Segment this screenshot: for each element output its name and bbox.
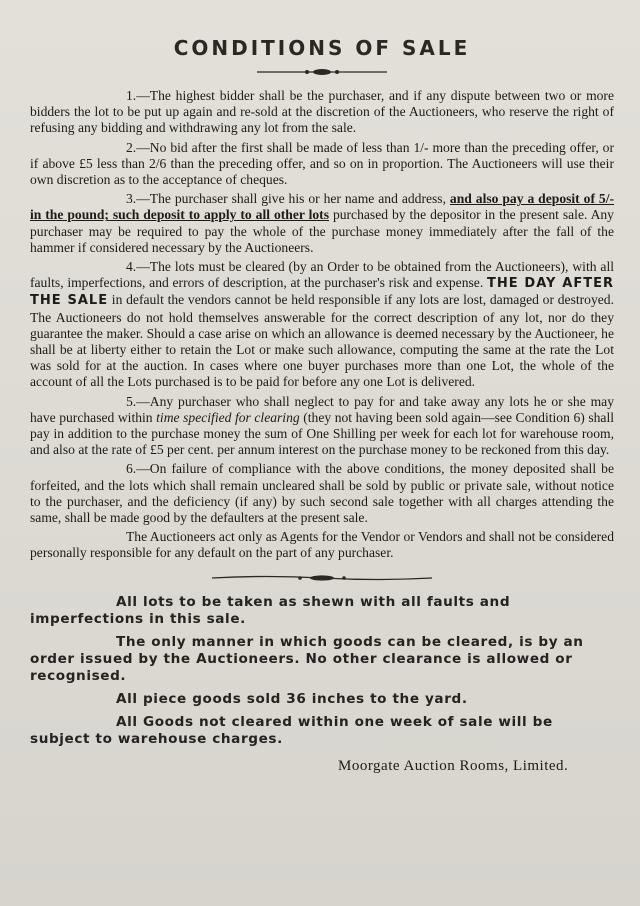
condition-paragraph <box>30 461 614 526</box>
condition-text: 1.—The highest bidder shall be the purchaser, and if any dispute between two or more bidders the lot to be put up again and re-sold at the discretion of the Auctioneers, who reserve the right of refusing any bidding and withdrawing any lot from the sale. <box>30 88 614 136</box>
condition-text: time specified for clearing <box>156 409 300 425</box>
divider-ornament-icon <box>212 574 432 582</box>
signature-line: Moorgate Auction Rooms, Limited. <box>338 757 569 774</box>
condition-text: 5.—Any purchaser who shall neglect to pay for and take away any lots he or she may have purchased within <box>30 393 614 425</box>
notice-line: The only manner in which goods can be cleared, is by an order issued by the Auctioneers. No other clearance is allowed or recognised. <box>30 633 584 684</box>
condition-text: and also pay a deposit of 5/- in the pound; such deposit to apply to all other lots <box>30 191 614 223</box>
notice-line: All lots to be taken as shewn with all faults and imperfections in this sale. <box>30 593 511 627</box>
condition-text: 2.—No bid after the first shall be made of less than 1/- more than the preceding offer, or if above £5 less than 2/6 than the preceding offer, and so on in proportion. The Auctioneers will use their own discretion as to the acceptance of cheques. <box>30 139 614 188</box>
condition-paragraph <box>30 191 614 256</box>
condition-text: (they not having been sold again—see Condition 6) shall pay in addition to the purchase money the sum of One Shilling per week for each lot for warehouse room, and also at the rate of £5 per cent. per annum interest on the purchase money to be reckoned from this day. <box>30 409 614 458</box>
condition-paragraph <box>30 394 614 459</box>
notices-block <box>30 594 614 748</box>
conditions-list <box>30 88 614 562</box>
ornamental-divider-lower <box>212 574 432 582</box>
page-title: CONDITIONS OF SALE <box>173 36 471 60</box>
condition-text: in default the vendors cannot be held responsible if any lots are lost, damaged or destroyed. The Auctioneers do not hold themselves answerable for the correct description of any lot, nor do they guarantee the maker. Should a case arise on which an allowance is deemed necessary by the Auctioneer, he shall be at liberty either to retain the Lot or make such allowance, computing the same at the rate the Lot was sold for at the auction. In cases where one buyer purchases more than one Lot, the whole of the account of all the Lots purchased is to be paid for before any one Lot is delivered. <box>30 292 614 390</box>
condition-text: purchased by the depositor in the present sale. Any purchaser may be required to pay the whole of the purchase money immediately after the fall of the hammer if considered necessary by the Auctioneers. <box>30 207 614 255</box>
notice-line: All piece goods sold 36 inches to the yard. <box>116 690 468 707</box>
condition-paragraph <box>30 88 614 137</box>
divider-ornament-icon <box>257 68 387 76</box>
condition-text: 4.—The lots must be cleared (by an Order to be obtained from the Auctioneers), with all faults, imperfections, and errors of description, at the purchaser's risk and expense. <box>30 259 614 291</box>
notice-line: All Goods not cleared within one week of sale will be subject to warehouse charges. <box>30 713 553 747</box>
condition-text: 6.—On failure of compliance with the above conditions, the money deposited shall be forfeited, and the lots which shall remain uncleared shall be sold by public or private sale, without notice to the purchaser, and the deficiency (if any) by such second sale together with all charges attending the same, shall be made good by the defaulters at the present sale. <box>30 461 614 526</box>
condition-paragraph <box>30 529 614 561</box>
condition-paragraph <box>30 140 614 189</box>
condition-paragraph <box>30 259 614 391</box>
condition-text: 3.—The purchaser shall give his or her name and address, <box>126 191 450 207</box>
condition-text: THE DAY AFTER THE SALE <box>30 276 614 309</box>
condition-text: The Auctioneers act only as Agents for the Vendor or Vendors and shall not be considered personally responsible for any default on the part of any purchaser. <box>30 529 614 561</box>
ornamental-divider <box>257 68 387 76</box>
